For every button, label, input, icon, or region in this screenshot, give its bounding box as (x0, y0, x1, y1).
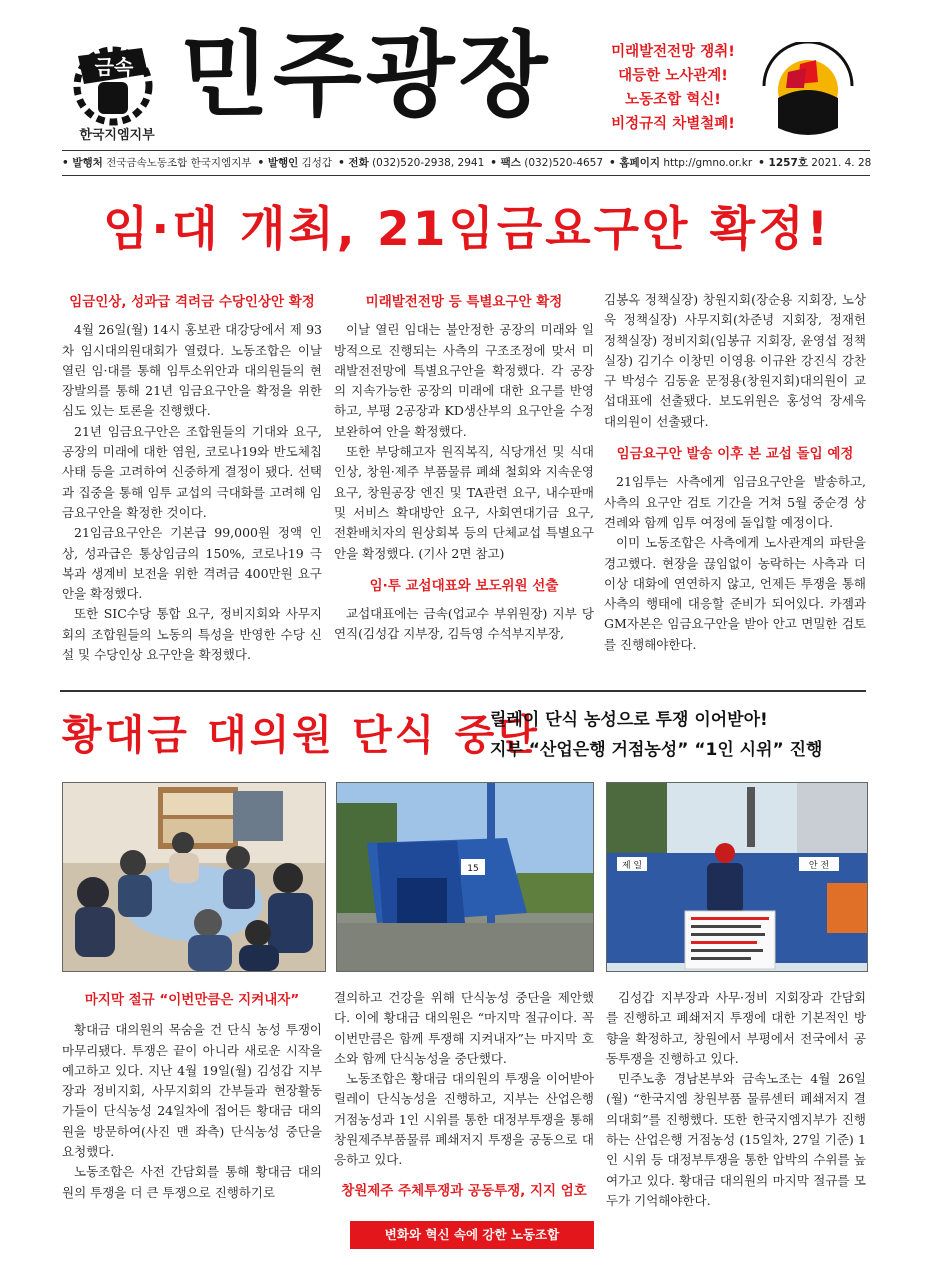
second-headline: 황대금 대의원 단식 중단 (62, 711, 540, 759)
info-publisher: • 발행처 전국금속노동조합 한국지엠지부 (62, 157, 252, 169)
paragraph: 교섭대표에는 금속(업교수 부위원장) 지부 당연직(김성갑 지부장, 김득영 수석부지부장, (334, 606, 594, 642)
photo-protest (606, 782, 868, 972)
paragraph: 이미 노동조합은 사측에게 노사관계의 파탄을 경고했다. 현장을 끊임없이 농락하는 사측과 더 이상 대화에 연연하지 않고, 언제든 투쟁을 통해 사측의 행태에 대응할 준비가 되어있다. 카젬과 GM자본은 임금요구안을 받아 안고 면밀한 검토를 진행해야한다. (604, 535, 866, 652)
article1-subheading: 임금요구안 발송 이후 본 교섭 돌입 예정 (616, 446, 854, 463)
info-issue: • 1257호 2021. 4. 28 (758, 157, 872, 169)
article2-subheading: 마지막 절규 “이번만큼은 지켜내자” (84, 992, 300, 1008)
slogan-item: 노동조합 혁신! (625, 92, 721, 108)
paragraph: 21년 임금요구안은 조합원들의 기대와 요구, 공장의 미래에 대한 염원, 코로나19와 반도체칩 사태 등을 고려하여 신중하게 결정이 됐다. 선택과 집중을 통해 임투 교섭의 극대화를 고려해 임금요구안을 확정한 것이다. (62, 423, 322, 520)
slogan-list (598, 40, 748, 136)
slogan-item: 대등한 노사관계! (618, 68, 728, 84)
slogan-item: 미래발전전망 쟁취! (611, 44, 735, 60)
org-name: 한국지엠지부 (79, 128, 155, 143)
newsletter-title: 민주광장 (180, 22, 552, 129)
footer-slogan: 변화와 혁신 속에 강한 노동조합 (350, 1221, 594, 1249)
paragraph: 민주노총 경남본부와 금속노조는 4월 26일(월) “한국지엠 창원부품 물류센터 폐쇄저지 결의대회”를 진행했다. 또한 한국지엠지부가 진행하는 산업은행 거점농성 (15일차, 27일 기준) 1인 시위 등 대정부투쟁을 통한 압박의 수위를 높여가고 있다. 황대금 대의원의 마지막 절규를 모두가 기억해야한다. (606, 1071, 866, 1208)
tent-tag-text: 15 (467, 864, 479, 874)
barrier-sign-text: 안 전 (808, 861, 830, 871)
photo-tent (336, 782, 594, 972)
paragraph: 이날 열린 임대는 불안정한 공장의 미래와 일방적으로 진행되는 사측의 구조조정에 맞서 미래발전전망에 특별요구안을 확정했다. 각 공장의 지속가능한 공장의 미래에 대한 요구를 반영하고, 부평 2공장과 KD생산부의 요구안을 수정 보완하여 안을 확정했다. (334, 322, 594, 439)
info-fax: • 팩스 (032)520-4657 (490, 157, 604, 169)
slogan-item: 비정규직 차별철폐! (611, 116, 735, 132)
paragraph: 21임투는 사측에게 임금요구안을 발송하고, 사측의 요구안 검토 기간을 거쳐 5월 중순경 상견례와 함께 임투 여정에 돌입할 예정이다. (604, 474, 866, 530)
article2-subheading: 창원제주 주체투쟁과 공동투쟁, 지지 엄호 (341, 1182, 587, 1199)
article1-subheading: 임금인상, 성과급 격려금 수당인상안 확정 (69, 294, 315, 310)
paragraph: 또한 SIC수당 통합 요구, 정비지회와 사무지회의 조합원들의 노동의 특성을 반영한 수당 신설 및 수당인상 요구안을 확정했다. (62, 606, 322, 663)
sun-emblem-icon (758, 42, 858, 142)
article1-column-3 (604, 290, 866, 655)
paragraph: 또한 부당해고자 원직복직, 식당개선 및 식대인상, 창원·제주 부품물류 폐쇄 철회와 지속운영 요구, 창원공장 엔진 및 TA관련 요구, 내수판매 및 서비스 확대방안 요구, 사회연대기금 요구, 전환배치자의 원상회복 등의 단체교섭 특별요구안을 확정했다. (기사 2면 참고) (334, 444, 594, 561)
article1-column-2 (334, 292, 594, 645)
union-fist-logo (68, 34, 158, 129)
paragraph: 김성갑 지부장과 사무·정비 지회장과 간담회를 진행하고 폐쇄저지 투쟁에 대한 기본적인 방향을 확정하고, 창원에서 부평에서 전국에서 공동투쟁을 진행하고 있다. (606, 990, 866, 1066)
info-issuer: • 발행인 김성갑 (257, 157, 333, 169)
side-headline-line: 지부 “산업은행 거점농성” “1인 시위” 진행 (490, 740, 823, 760)
article2-column-3 (606, 988, 866, 1211)
side-headline (490, 705, 822, 765)
publication-info-bar (62, 150, 870, 176)
paragraph: 김봉옥 정책실장) 창원지회(장순용 지회장, 노상욱 정책실장) 사무지회(차준녕 지회장, 정재헌 정책실장) 정비지회(임봉규 지회장, 윤영섭 정책실장) 김기수 이창민 이영용 이규완 강진식 강찬구 박성수 김동윤 문정용(창원지회)대의원이 교섭대표에 선출됐다. 보도위원은 홍성억 장세욱 대의원이 선출됐다. (604, 292, 866, 429)
paragraph: 노동조합은 황대금 대의원의 투쟁을 이어받아 릴레이 단식농성을 진행하고, 지부는 산업은행 거점농성과 1인 시위를 통한 대정부투쟁을 통해 창원제주부품물류 폐쇄저지 투쟁을 공동으로 대응하고 있다. (334, 1071, 594, 1168)
paragraph: 노동조합은 사전 간담회를 통해 황대금 대의원의 투쟁을 더 큰 투쟁으로 진행하기로 (62, 1164, 322, 1200)
info-homepage: • 홈페이지 http://gmno.or.kr (609, 157, 753, 169)
article2-column-1 (62, 990, 322, 1203)
section-divider (60, 690, 866, 692)
side-headline-line: 릴레이 단식 농성으로 투쟁 이어받아! (490, 710, 768, 730)
main-headline: 임·대 개최, 21임금요구안 확정! (102, 202, 832, 257)
article1-subheading: 미래발전전망 등 특별요구안 확정 (365, 294, 563, 310)
paragraph: 결의하고 건강을 위해 단식농성 중단을 제안했다. 이에 황대금 대의원은 “마지막 절규이다. 꼭 이번만큼은 함께 투쟁해 지켜내자”는 마지막 호소와 함께 단식농성을 중단했다. (334, 990, 594, 1066)
info-phone: • 전화 (032)520-2938, 2941 (338, 157, 485, 169)
article2-column-2 (334, 988, 594, 1201)
paragraph: 21임금요구안은 기본급 99,000원 정액 인상, 성과급은 통상임금의 150%, 코로나19 극복과 생계비 보전을 위한 격려금 400만원 요구안을 확정했다. (62, 525, 322, 602)
paragraph: 황대금 대의원의 목숨을 건 단식 농성 투쟁이 마무리됐다. 투쟁은 끝이 아니라 새로운 시작을 예고하고 있다. 지난 4월 19일(월) 김성갑 지부장과 정비지회, 사무지회의 간부들과 현장활동가들이 단식농성 24일차에 접어든 황대금 대의원을 방문하여(사진 맨 좌측) 단식농성 중단을 요청했다. (62, 1022, 322, 1160)
article1-subheading: 임·투 교섭대표와 보도위원 선출 (369, 577, 559, 594)
photo-visit (62, 782, 326, 972)
union-logo-text: 금속 (94, 55, 134, 79)
article1-column-1 (62, 292, 322, 665)
barrier-sign-text: 제 일 (621, 861, 643, 871)
paragraph: 4월 26일(월) 14시 홍보관 대강당에서 제 93차 임시대의원대회가 열렸다. 노동조합은 이날 열린 임·대를 통해 임투소위안과 대의원들의 현장발의를 통해 21년 임금요구안을 확정을 위한 심도 있는 토론을 진행했다. (62, 322, 322, 419)
